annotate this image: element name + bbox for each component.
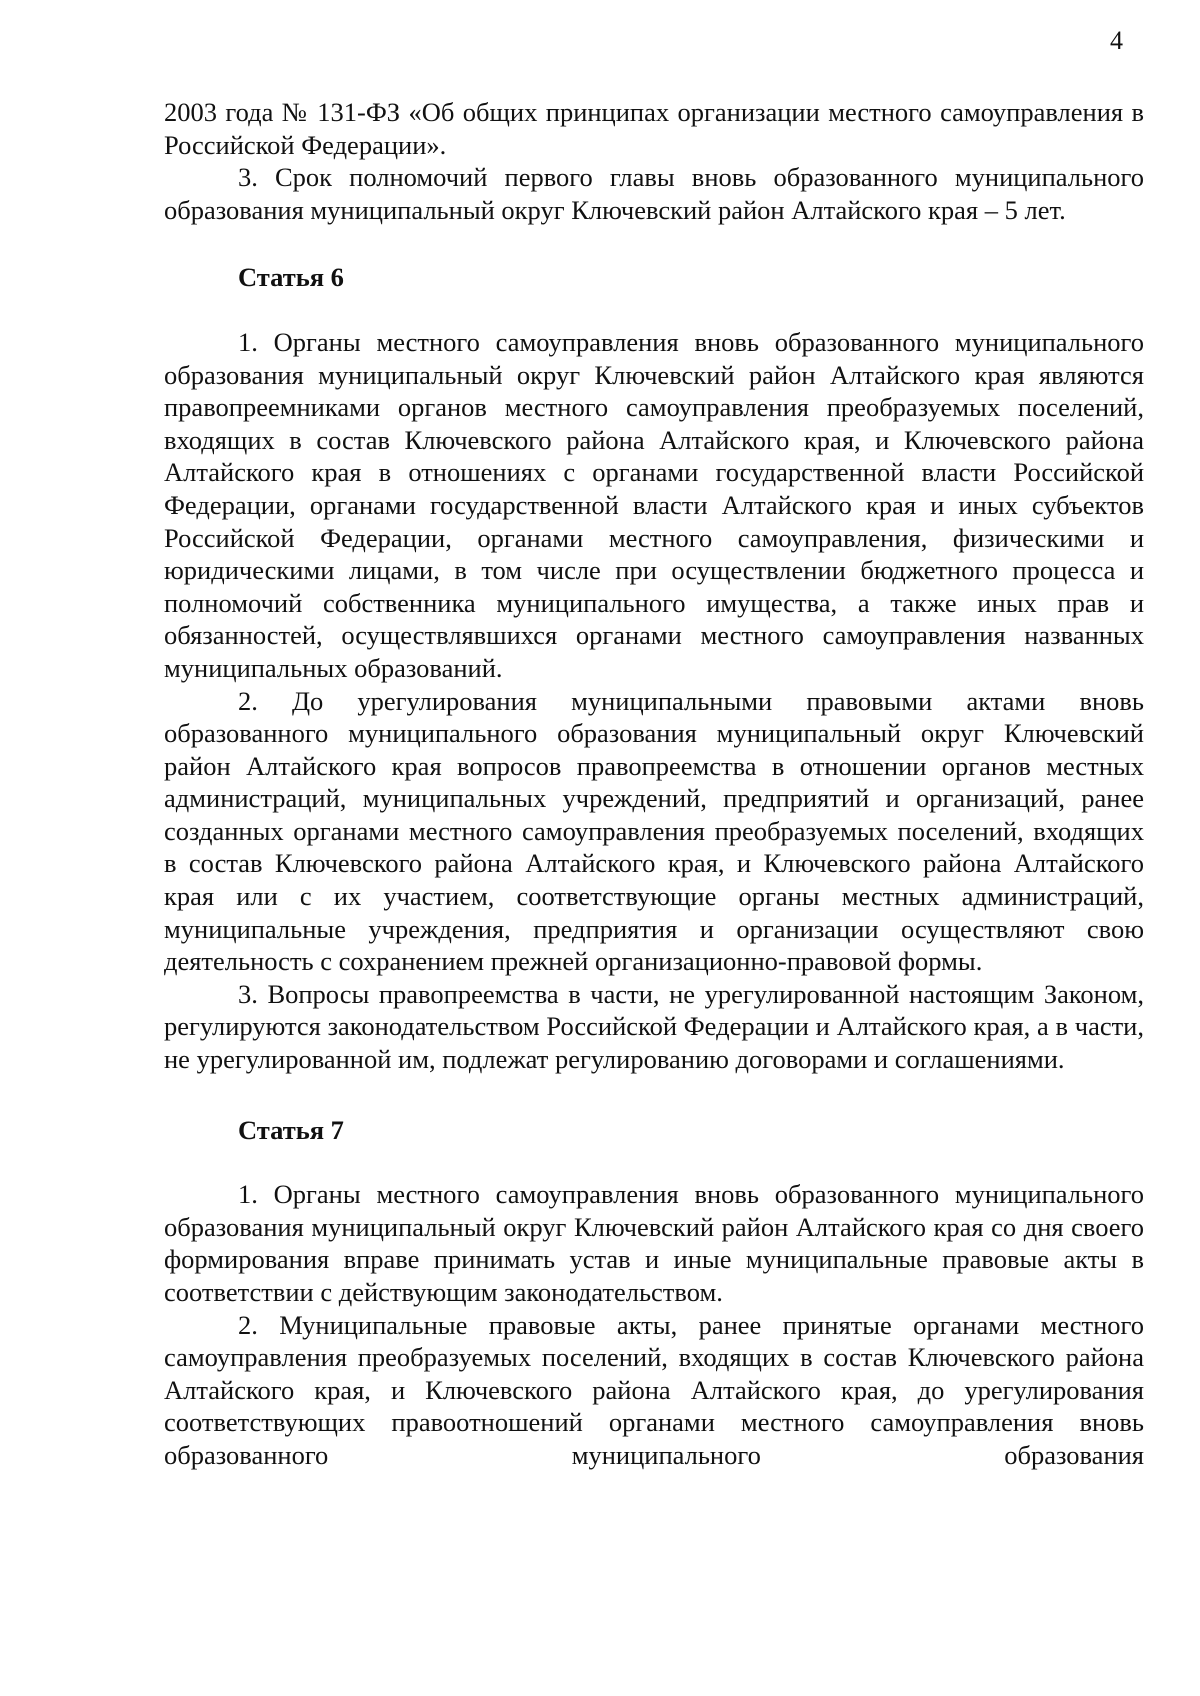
article-6-item-1: 1. Органы местного самоуправления вновь образованного муниципального образования муниципальный округ Ключевский район Алтайского края являются правопреемниками органов местного самоуправления преобразуемых поселений, входящих в состав Ключевского района Алтайского края, и Ключевского района Алтайского края в отношениях с органами государственной власти Российской Федерации, органами государственной власти Алтайского края и иных субъектов Российской Федерации, органами местного самоуправления, физическими и юридическими лицами, в том числе при осуществлении бюджетного процесса и полномочий собственника муниципального имущества, а также иных прав и обязанностей, осуществлявшихся органами местного самоуправления названных муниципальных образований.: [164, 326, 1144, 683]
article-6-heading: Статья 6: [238, 262, 344, 293]
document-body: [164, 96, 1144, 1472]
intro-item-3: 3. Срок полномочий первого главы вновь образованного муниципального образования муниципальный округ Ключевский район Алтайского края – 5 лет.: [164, 162, 1144, 225]
article-6-item-3: 3. Вопросы правопреемства в части, не урегулированной настоящим Законом, регулируются законодательством Российской Федерации и Алтайского края, а в части, не урегулированной им, подлежат регулированию договорами и соглашениями.: [164, 978, 1144, 1075]
page-number: 4: [1110, 26, 1123, 55]
intro-continuation: 2003 года № 131-ФЗ «Об общих принципах организации местного самоуправления в Российской Федерации».: [164, 97, 1144, 160]
article-7-heading: Статья 7: [238, 1114, 344, 1145]
article-7-item-2: 2. Муниципальные правовые акты, ранее принятые органами местного самоуправления преобразуемых поселений, входящих в состав Ключевского района Алтайского края, и Ключевского района Алтайского края, до урегулирования соответствующих правоотношений органами местного самоуправления вновь образованного муниципального образования: [164, 1309, 1144, 1470]
article-7-item-1: 1. Органы местного самоуправления вновь образованного муниципального образования муниципальный округ Ключевский район Алтайского края со дня своего формирования вправе принимать устав и иные муниципальные правовые акты в соответствии с действующим законодательством.: [164, 1179, 1144, 1307]
article-6-item-2: 2. До урегулирования муниципальными правовыми актами вновь образованного муниципального образования муниципальный округ Ключевский район Алтайского края вопросов правопреемства в отношении органов местных администраций, муниципальных учреждений, предприятий и организаций, ранее созданных органами местного самоуправления преобразуемых поселений, входящих в состав Ключевского района Алтайского края, и Ключевского района Алтайского края или с их участием, соответствующие органы местных администраций, муниципальные учреждения, предприятия и организации осуществляют свою деятельность с сохранением прежней организационно-правовой формы.: [164, 685, 1144, 977]
